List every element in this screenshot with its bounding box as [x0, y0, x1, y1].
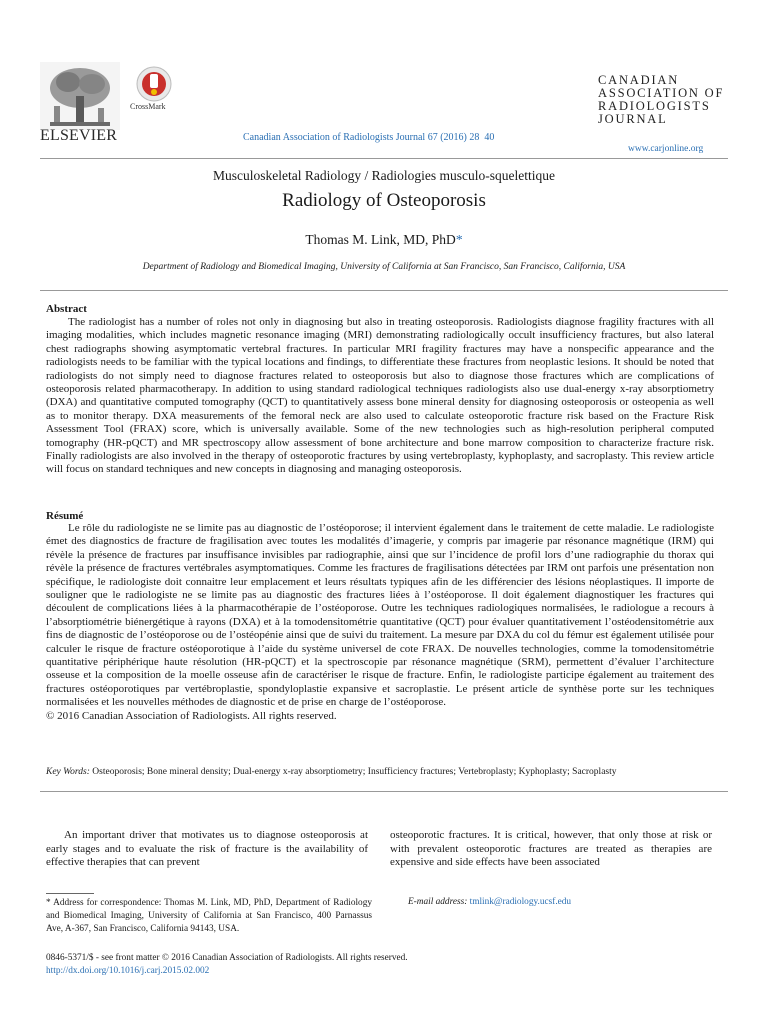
journal-url-link[interactable]: www.carjonline.org [628, 144, 704, 154]
elsevier-tree-logo-icon [40, 62, 120, 130]
affiliation: Department of Radiology and Biomedical Imaging, University of California at San Francisco, San Francisco, California, USA [142, 262, 626, 272]
author-line [0, 232, 768, 248]
keywords-list: Osteoporosis; Bone mineral density; Dual-energy x-ray absorptiometry; Insufficiency fractures; Vertebroplasty; Kyphoplasty; Sacroplasty [92, 767, 617, 777]
article-title: Radiology of Osteoporosis [282, 190, 486, 211]
body-column-left [46, 829, 368, 870]
section-label: Musculoskeletal Radiology / Radiologies musculo-squelettique [213, 168, 555, 183]
resume-body: Le rôle du radiologiste ne se limite pas au diagnostic de l’ostéoporose; il intervient également dans le traitement de cette maladie. Le radiologiste émet des diagnostics de fracture de fragilisation avec toutes les modalités d’imagerie, y compris par imagerie par résonance magnétique (IRM) qui révèle la présence de fractures par insuffisance invisibles par radiographie, ainsi que sur l’incidence de profil lors d’une radiographie du thorax qui révèle la présence de fractures vertébrales asymptomatiques. Comme les fractures de fragilisations détectées par IRM ont parfois une présentation non spécifique, le radiologiste doit connaitre leur emplacement et leurs résultats typiques afin de les différencier des lésions néoplastiques. Il importe de souligner que le radiologiste ne se limite pas au diagnostic des fractures liées à l’ostéoporose. Il doit également diagnostiquer les fractures qui découlent de complications liées à la pharmacothérapie de l’ostéoporose. Outre les techniques radiologiques normalisées, le radiologue a recours à l’absorptiométrie biénergétique à rayons (DXA) et à la tomodensitométrie quantitative (QCT) pour évaluer quantitativement l’ostéodensitométrie aux fins de diagnostic de l’ostéoporose ou de l’ostéopénie ainsi que de suivi du traitement. La mesure par DXA du col du fémur est également utilisée pour calculer le risque de fracture ostéoporotique à l’aide du système universel de cote FRAX. De nouvelles technologies, comme la tomodensitométrie quantitative périphérique haute résolution (HR-pQCT) et la spectroscopie par résonance magnétique (SRM), permettent d’évaluer l’architecture osseuse et la composition de la moelle osseuse afin de caractériser le risque de fracture. Enfin, le radiologiste participe également au traitement des fractures ostéoporotiques par vertébroplastie, spondyloplastie expansive et sacroplastie. Le présent article de synthèse porte sur les techniques normalisées et les nouvelles méthodes de diagnostic et de prise en charge de l’ostéoporose. [46, 522, 714, 709]
keywords-label: Key Words: [46, 767, 90, 777]
crossmark-icon[interactable] [136, 66, 172, 102]
resume-text [46, 522, 714, 723]
email-line [408, 897, 571, 907]
author-footnote-mark[interactable]: * [455, 232, 463, 247]
resume-heading: Résumé [46, 510, 84, 522]
keywords [46, 767, 736, 777]
abstract-text [46, 316, 714, 477]
crossmark-label: CrossMark [130, 102, 166, 111]
email-label: E-mail address: [408, 897, 468, 907]
author-name: Thomas M. Link, MD, PhD [305, 232, 456, 247]
abstract-heading: Abstract [46, 303, 87, 315]
footnote-divider [46, 893, 94, 894]
correspondence-footnote: * Address for correspondence: Thomas M. Link, MD, PhD, Department of Radiology and Biomedical Imaging, University of California at San Francisco, 400 Parnassus Ave, A-367, San Francisco, California 94143, USA. [46, 898, 372, 934]
email-link[interactable]: tmlink@radiology.ucsf.edu [469, 897, 572, 907]
publisher-name: ELSEVIER [40, 127, 118, 144]
body-column-right: osteoporotic fractures. It is critical, however, that only those at risk or with prevalent osteoporotic fractures are treated as therapies are expensive and side effects have been associated [390, 829, 712, 869]
journal-citation[interactable]: Canadian Association of Radiologists Journal 67 (2016) 28 40 [243, 132, 495, 143]
copyright-line: © 2016 Canadian Association of Radiologists. All rights reserved. [46, 709, 337, 722]
journal-name: CANADIAN ASSOCIATION OF RADIOLOGISTS JOURNAL [598, 73, 725, 126]
doi-link[interactable]: http://dx.doi.org/10.1016/j.carj.2015.02.002 [46, 966, 210, 976]
header-divider [40, 158, 728, 159]
body-text-left: An important driver that motivates us to diagnose osteoporosis at early stages and to evaluate the risk of fracture is the availability of effective therapies that can prevent [46, 829, 368, 869]
keywords-divider [40, 791, 728, 792]
front-matter: 0846-5371/$ - see front matter © 2016 Canadian Association of Radiologists. All rights reserved. [46, 953, 408, 963]
title-divider [40, 290, 728, 291]
abstract-body: The radiologist has a number of roles not only in diagnosing but also in treating osteoporosis. Radiologists diagnose fragility fractures with all imaging modalities, which includes magnetic resonance imaging (MRI) demonstrating radiologically occult insufficiency fractures, but also lateral chest radiographs showing asymptomatic vertebral fractures. In particular MRI fragility fractures may have a nonspecific appearance and the radiologists needs to be familiar with the typical locations and findings, to differentiate these fractures from neoplastic lesions. It should be noted that radiologists do not simply need to diagnose fractures related to osteoporosis but also to diagnose those fractures which are complications of osteoporosis related pharmacotherapy. In addition to using standard radiological techniques radiologists also use dual-energy x-ray absorptiometry (DXA) and quantitative computed tomography (QCT) to quantitatively assess bone mineral density for diagnosing osteoporosis or osteopenia as well as to monitor therapy. DXA measurements of the femoral neck are also used to calculate osteoporotic fracture risk based on the Fracture Risk Assessment Tool (FRAX) score, which is universally available. Some of the new technologies such as high-resolution peripheral computed tomography (HR-pQCT) and MR spectroscopy allow assessment of bone architecture and bone marrow composition to characterize fracture risk. Finally radiologists are also involved in the therapy of osteoporotic fractures by using vertebroplasty, kyphoplasty, and sacroplasty. This review article will focus on standard techniques and new concepts in diagnosing and managing osteoporosis. [46, 316, 714, 476]
